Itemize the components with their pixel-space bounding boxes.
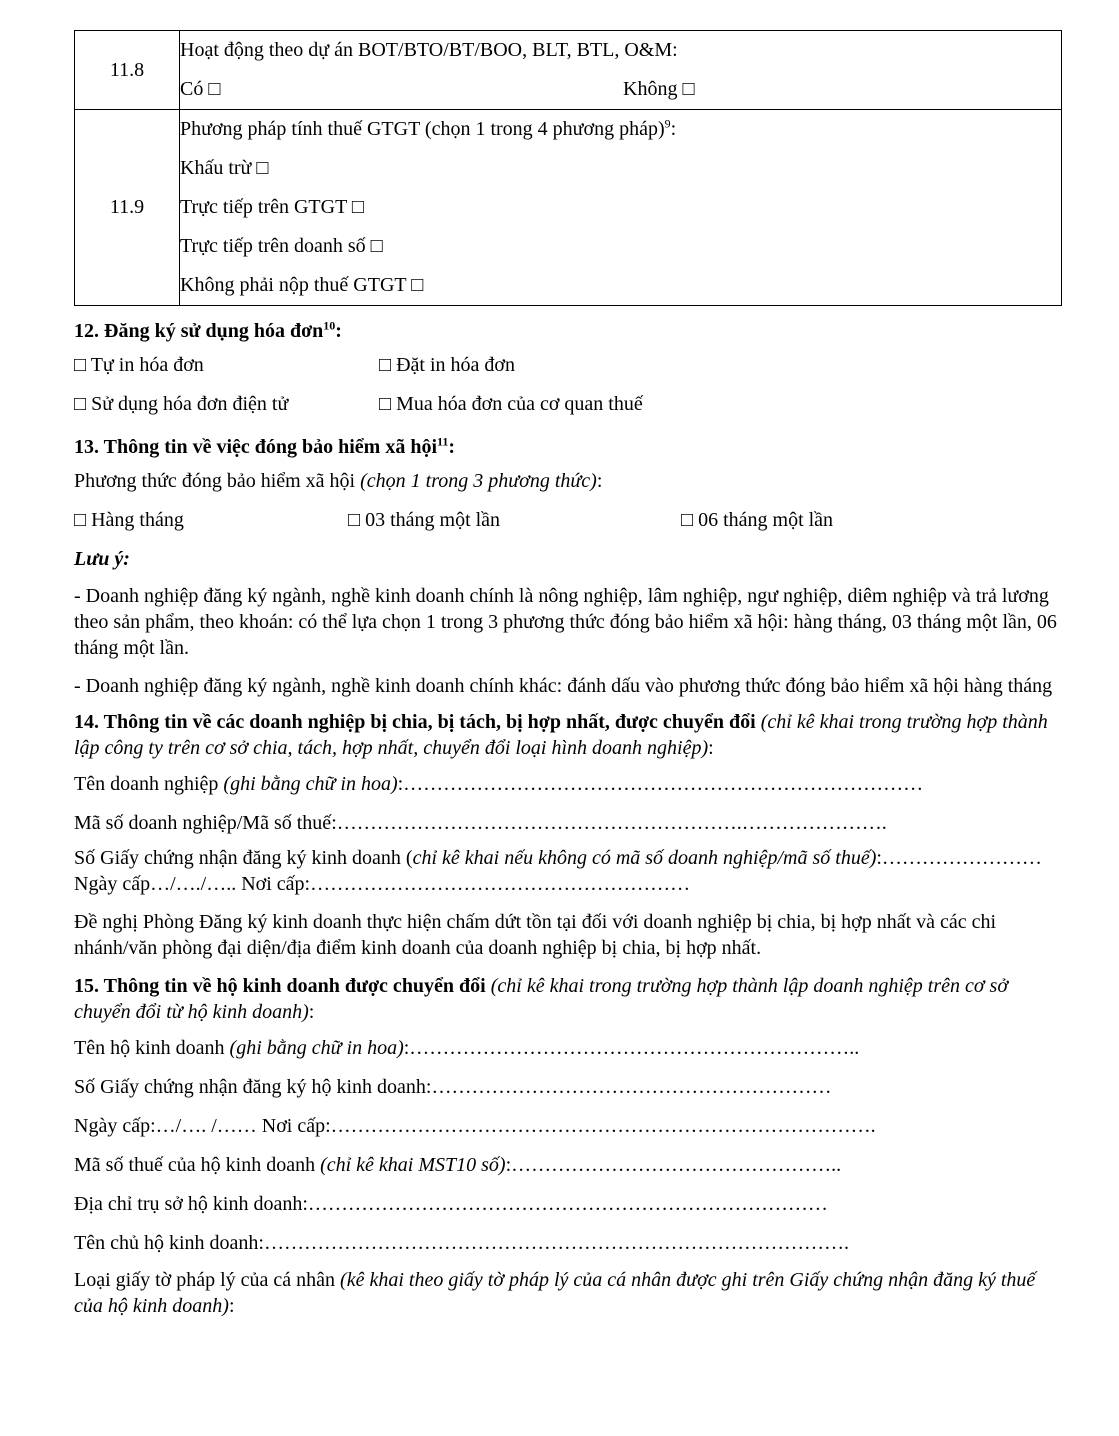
option-no-vat-checkbox[interactable]: Không phải nộp thuế GTGT □ xyxy=(180,274,424,296)
option-no-checkbox[interactable]: Không □ xyxy=(623,78,695,100)
table-row-11-9 xyxy=(75,110,1062,306)
household-address-field[interactable]: Địa chỉ trụ sở hộ kinh doanh:…………………………………………………………………… xyxy=(74,1193,828,1215)
buy-invoice-checkbox[interactable]: □ Mua hóa đơn của cơ quan thuế xyxy=(379,393,643,415)
household-name-field[interactable]: Tên hộ kinh doanh (ghi bằng chữ in hoa):………………………………………………………….. xyxy=(74,1037,860,1059)
section-14-heading: 14. Thông tin về các doanh nghiệp bị chia, bị tách, bị hợp nhất, được chuyển đổi (chỉ kê khai trong trường hợp thành lập công ty trên cơ sở chia, tách, hợp nhất, chuyển đổi loại hình doanh nghiệp): xyxy=(74,711,1048,759)
legal-document-label: Loại giấy tờ pháp lý của cá nhân (kê khai theo giấy tờ pháp lý của cá nhân được ghi trên Giấy chứng nhận đăng ký thuế của hộ kinh doanh): xyxy=(74,1269,1036,1317)
form-page xyxy=(74,30,1062,1319)
row-title: Phương pháp tính thuế GTGT (chọn 1 trong 4 phương pháp)$^9$: xyxy=(180,116,677,140)
order-print-invoice-checkbox[interactable]: □ Đặt in hóa đơn xyxy=(379,354,515,376)
section-12-heading: 12. Đăng ký sử dụng hóa đơn$^{10}$: xyxy=(74,318,342,342)
payment-method-label: Phương thức đóng bảo hiểm xã hội (chọn 1 trong 3 phương thức): xyxy=(74,470,603,492)
section-15-heading: 15. Thông tin về hộ kinh doanh được chuyển đổi (chỉ kê khai trong trường hợp thành lập doanh nghiệp trên cơ sở chuyển đổi từ hộ kinh doanh): xyxy=(74,975,1008,1023)
termination-request: Đề nghị Phòng Đăng ký kinh doanh thực hiện chấm dứt tồn tại đối với doanh nghiệp bị chia, bị hợp nhất và các chi nhánh/văn phòng đại diện/địa điểm kinh doanh của doanh nghiệp bị chia, bị hợp nhất. xyxy=(74,911,997,959)
section-13-heading: 13. Thông tin về việc đóng bảo hiểm xã hội$^{11}$: xyxy=(74,434,456,458)
half-year-checkbox[interactable]: □ 06 tháng một lần xyxy=(681,509,834,531)
issue-date-field[interactable]: Ngày cấp:…/…. /…… Nơi cấp:………………………………………………………………………. xyxy=(74,1115,876,1137)
note-paragraph-2: - Doanh nghiệp đăng ký ngành, nghề kinh doanh chính khác: đánh dấu vào phương thức đóng bảo hiểm xã hội hàng tháng xyxy=(74,675,1053,697)
note-paragraph-1: - Doanh nghiệp đăng ký ngành, nghề kinh doanh chính là nông nghiệp, lâm nghiệp, ngư nghiệp, diêm nghiệp và trả lương theo sản phẩm, theo khoán: có thể lựa chọn 1 trong 3 phương thức đóng bảo hiểm xã hội: hàng tháng, 03 tháng một lần, 06 tháng một lần. xyxy=(74,585,1057,659)
company-code-field[interactable]: Mã số doanh nghiệp/Mã số thuế:…………………………………………………….…………………. xyxy=(74,812,887,834)
household-cert-field[interactable]: Số Giấy chứng nhận đăng ký hộ kinh doanh:…………………………………………………… xyxy=(74,1076,832,1098)
option-direct-revenue-checkbox[interactable]: Trực tiếp trên doanh số □ xyxy=(180,235,383,257)
table-row-11-8 xyxy=(75,31,1062,110)
note-title: Lưu ý: xyxy=(74,548,130,570)
option-direct-vat-checkbox[interactable]: Trực tiếp trên GTGT □ xyxy=(180,196,365,218)
company-name-field[interactable]: Tên doanh nghiệp (ghi bằng chữ in hoa):…………………………………………………………………… xyxy=(74,773,924,795)
household-tax-code-field[interactable]: Mã số thuế của hộ kinh doanh (chỉ kê khai MST10 số):………………………………………….. xyxy=(74,1154,842,1176)
row-title: Hoạt động theo dự án BOT/BTO/BT/BOO, BLT, BTL, O&M: xyxy=(180,39,678,61)
quarterly-checkbox[interactable]: □ 03 tháng một lần xyxy=(348,509,501,531)
monthly-checkbox[interactable]: □ Hàng tháng xyxy=(74,509,184,531)
row-number: 11.9 xyxy=(75,110,180,306)
household-owner-field[interactable]: Tên chủ hộ kinh doanh:……………………………………………………………………………. xyxy=(74,1232,849,1254)
footnote-ref: 9 xyxy=(664,116,671,131)
business-cert-field[interactable]: Số Giấy chứng nhận đăng ký kinh doanh (chỉ kê khai nếu không có mã số doanh nghiệp/mã số thuế):…………………… Ngày cấp…/…./….. Nơi cấp:………………………………………………… xyxy=(74,847,1042,895)
option-deduction-checkbox[interactable]: Khấu trừ □ xyxy=(180,157,269,179)
e-invoice-checkbox[interactable]: □ Sử dụng hóa đơn điện tử xyxy=(74,393,289,415)
tax-options-table xyxy=(74,30,1062,306)
option-yes-checkbox[interactable]: Có □ xyxy=(180,78,221,100)
self-print-invoice-checkbox[interactable]: □ Tự in hóa đơn xyxy=(74,354,204,376)
row-number: 11.8 xyxy=(75,31,180,110)
